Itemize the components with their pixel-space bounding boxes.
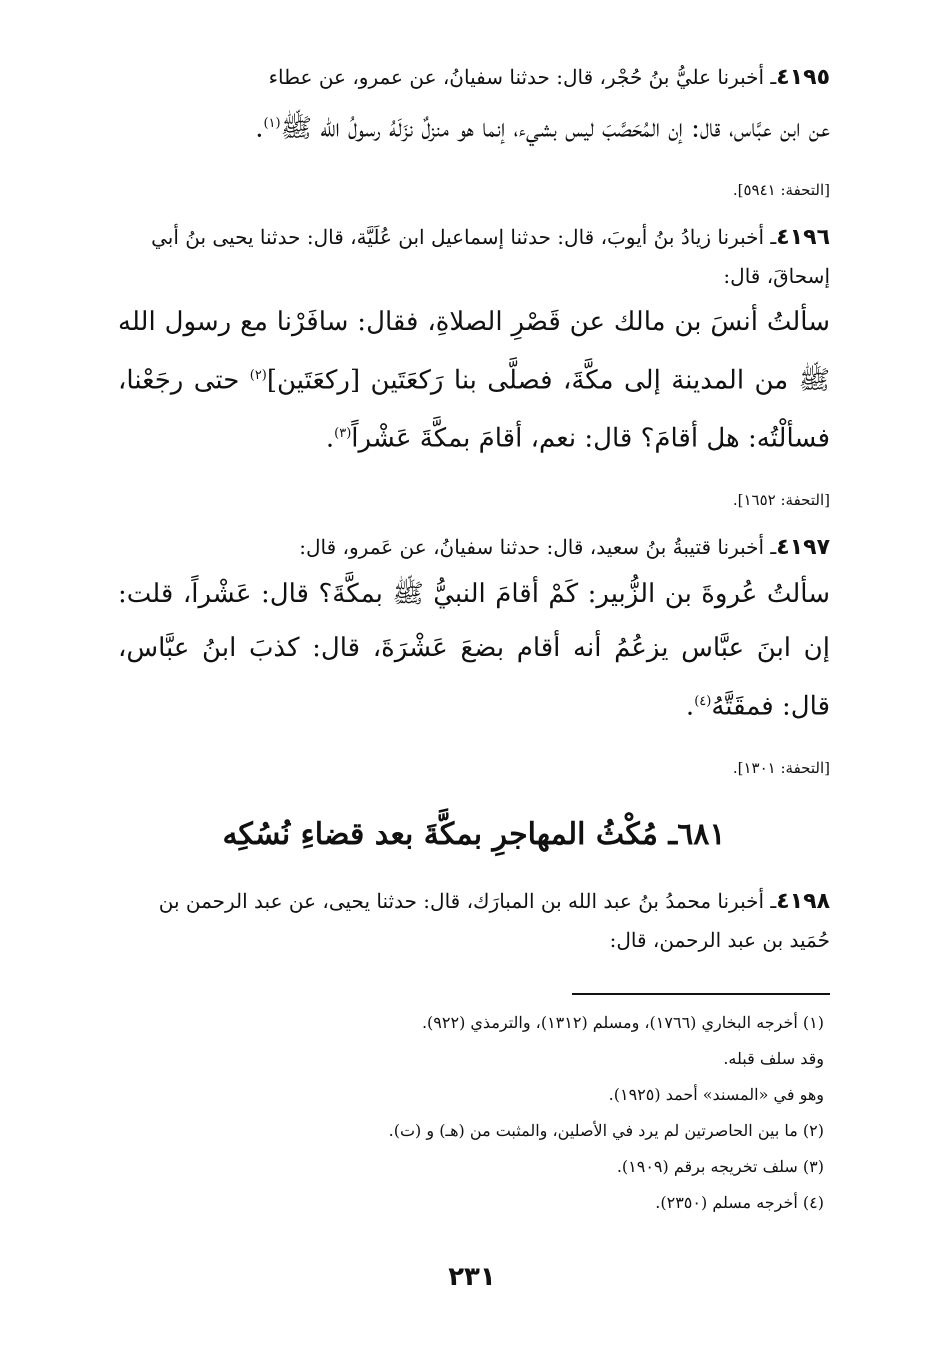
- hadith-text: [118, 97, 830, 156]
- hadith-4196: [118, 218, 830, 512]
- footnote: (٤) أخرجه مسلم (٢٣٥٠).: [655, 1192, 824, 1212]
- tuhfa-reference: [التحفة: ١٣٠١].: [732, 758, 830, 777]
- narration-text: ـ أخبرنا زيادُ بنُ أيوبَ، قال: حدثنا إسماعيل ابن عُلَيَّة، قال: حدثنا يحيى بنُ أبي إسحاقَ، قال:: [151, 224, 830, 288]
- hadith-4195: [118, 58, 830, 202]
- hadith-4197: [118, 528, 830, 780]
- hadith-narration: [118, 58, 830, 97]
- document-page: [118, 58, 830, 1328]
- hadith-text-body: سألتُ أنسَ بن مالك عن قَصْرِ الصلاةِ، فقال: سافَرْنا مع رسول الله ﷺ من المدينة إلى مكَّةَ، فصلَّى بنا رَكعَتَين [ركعَتَين]: [118, 306, 830, 396]
- narration-text: ـ أخبرنا عليُّ بنُ حُجْر، قال: حدثنا سفيانُ، عن عمرو، عن عطاء: [268, 65, 777, 89]
- chapter-heading: ٦٨١ـ مُكْثُ المهاجرِ بمكَّةَ بعد قضاءِ نُسُكِه: [222, 816, 726, 852]
- footnote: وهو في «المسند» أحمد (١٩٢٥).: [608, 1084, 824, 1104]
- hadith-narration: [118, 882, 830, 959]
- tuhfa-reference: [التحفة: ٥٩٤١].: [732, 180, 830, 199]
- hadith-text-end: .: [685, 691, 695, 722]
- footnote-ref[interactable]: (١): [263, 116, 281, 131]
- footnote-divider: [572, 993, 830, 995]
- footnote: (٢) ما بين الحاصرتين لم يرد في الأصلين، والمثبت من (هـ) و (ت).: [388, 1120, 824, 1140]
- narration-text: ـ أخبرنا قتيبةُ بنُ سعيد، قال: حدثنا سفيانُ، عن عَمرو، قال:: [299, 534, 777, 559]
- narration-text: ـ أخبرنا محمدُ بنُ عبد الله بن المبارَك، قال: حدثنا يحيى، عن عبد الرحمن بن حُمَيد بن عبد الرحمن، قال:: [158, 888, 830, 952]
- hadith-narration: [118, 218, 830, 295]
- footnote: (١) أخرجه البخاري (١٧٦٦)، ومسلم (١٣١٢)، والترمذي (٩٢٢).: [421, 1012, 824, 1032]
- hadith-number: ٤١٩٨: [776, 888, 830, 914]
- hadith-4198: [118, 882, 830, 959]
- tuhfa-reference: [التحفة: ١٦٥٢].: [732, 490, 830, 509]
- hadith-text-body: سألتُ عُروةَ بن الزُّبير: كَمْ أقامَ النبيُّ ﷺ بمكَّةَ؟ قال: عَشْراً، قلت: إن ابنَ عبَّاس يزعُمُ أنه أقام بضعَ عَشْرَةَ، قال: كذبَ ابنُ عبَّاس، قال: فمقَتَّهُ: [118, 578, 830, 722]
- hadith-number: ٤١٩٧: [776, 534, 830, 560]
- hadith-narration: [118, 528, 830, 567]
- hadith-text: [118, 567, 830, 734]
- page-number: ٢٣١: [448, 1262, 496, 1292]
- hadith-text: [118, 295, 830, 466]
- footnotes: [118, 1005, 830, 1221]
- footnote: وقد سلف قبله.: [723, 1048, 824, 1068]
- hadith-text-continued: حتى رجَعْنا، فسألْتُه: هل أقامَ؟ قال: نعم، أقامَ بمكَّةَ عَشْراً: [118, 365, 830, 454]
- hadith-text-end: .: [255, 113, 264, 144]
- footnote-ref[interactable]: (٤): [694, 693, 712, 709]
- hadith-number: ٤١٩٥: [776, 65, 830, 90]
- footnote: (٣) سلف تخريجه برقم (١٩٠٩).: [616, 1156, 824, 1176]
- hadith-number: ٤١٩٦: [776, 224, 830, 250]
- hadith-text-end: .: [325, 423, 335, 454]
- footnote-ref[interactable]: (٢): [249, 367, 267, 383]
- hadith-text-body: عن ابن عبَّاس، قال: إن المُحَصَّبَ ليس بشيء، إنما هو منزلٌ نزَلَهُ رسولُ الله ﷺ: [280, 113, 830, 144]
- footnote-ref[interactable]: (٣): [334, 426, 352, 442]
